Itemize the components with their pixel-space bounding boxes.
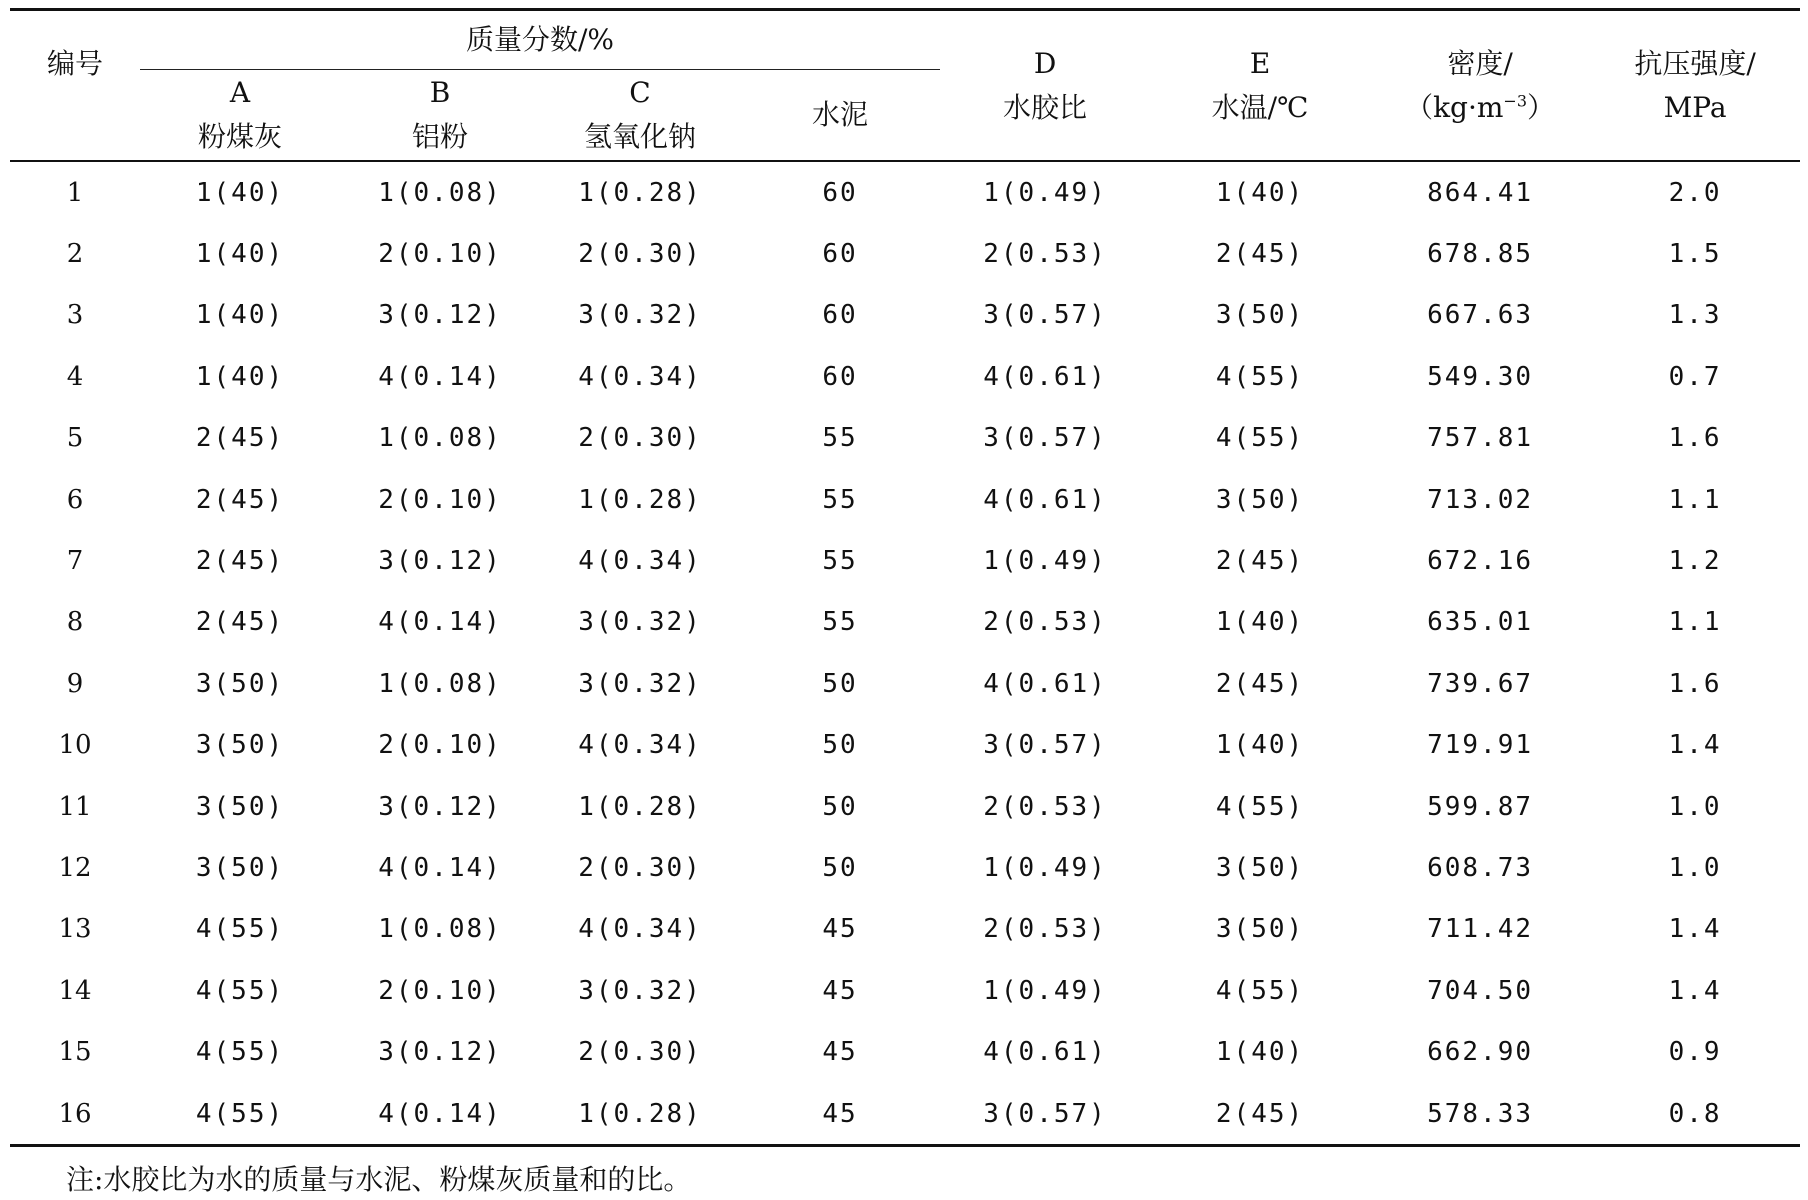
- cell-fly-ash: 2(45): [195, 423, 285, 454]
- header-id: [10, 10, 140, 162]
- cell-id: 7: [66, 546, 84, 577]
- header-density-line1: 密度/: [1447, 46, 1513, 80]
- cell-compressive-strength: 1.1: [1668, 484, 1722, 515]
- cell-density: 635.01: [1427, 607, 1533, 638]
- cell-water-binder-ratio: 3(0.57): [983, 730, 1107, 761]
- cell-water-binder-ratio: 3(0.57): [983, 1098, 1107, 1129]
- cell-water-temp: 4(55): [1215, 361, 1305, 392]
- cell-water-temp: 1(40): [1215, 730, 1305, 761]
- cell-fly-ash: 3(50): [195, 852, 285, 883]
- cell-sodium-hydroxide: 1(0.28): [578, 1098, 702, 1129]
- table-row: [10, 837, 1800, 898]
- header-e: [1150, 10, 1370, 162]
- cell-density: 678.85: [1427, 239, 1533, 270]
- cell-compressive-strength: 1.6: [1668, 668, 1722, 699]
- density-unit-exponent: −3: [1503, 91, 1527, 111]
- header-id-label: 编号: [46, 46, 103, 80]
- cell-fly-ash: 1(40): [195, 177, 285, 208]
- cell-water-temp: 4(55): [1215, 975, 1305, 1006]
- cell-id: 10: [58, 730, 92, 761]
- cell-compressive-strength: 0.8: [1668, 1098, 1722, 1129]
- cell-water-temp: 3(50): [1215, 484, 1305, 515]
- cell-id: 9: [66, 668, 84, 699]
- cell-aluminum-powder: 2(0.10): [378, 730, 502, 761]
- cell-cement: 45: [822, 975, 858, 1006]
- table-row: [10, 899, 1800, 960]
- cell-cement: 55: [822, 546, 858, 577]
- cell-compressive-strength: 0.9: [1668, 1037, 1722, 1068]
- cell-water-binder-ratio: 4(0.61): [983, 668, 1107, 699]
- cell-sodium-hydroxide: 1(0.28): [578, 177, 702, 208]
- header-d-name: 水胶比: [1003, 90, 1088, 124]
- cell-id: 11: [58, 791, 92, 822]
- cell-compressive-strength: 1.0: [1668, 791, 1722, 822]
- cell-aluminum-powder: 4(0.14): [378, 1098, 502, 1129]
- header-c-letter: C: [629, 76, 651, 109]
- cell-compressive-strength: 1.4: [1668, 975, 1722, 1006]
- cell-water-binder-ratio: 2(0.53): [983, 239, 1107, 270]
- cell-cement: 50: [822, 852, 858, 883]
- cell-density: 608.73: [1427, 852, 1533, 883]
- cell-cement: 55: [822, 607, 858, 638]
- cell-water-temp: 2(45): [1215, 668, 1305, 699]
- cell-cement: 60: [822, 177, 858, 208]
- cell-water-binder-ratio: 2(0.53): [983, 914, 1107, 945]
- cell-id: 14: [58, 975, 92, 1006]
- header-strength: [1590, 10, 1800, 162]
- cell-density: 667.63: [1427, 300, 1533, 331]
- cell-compressive-strength: 0.7: [1668, 361, 1722, 392]
- header-cement: 水泥: [812, 98, 869, 131]
- header-a-letter: A: [229, 76, 251, 109]
- cell-id: 2: [66, 239, 84, 270]
- cell-aluminum-powder: 2(0.10): [378, 975, 502, 1006]
- cell-water-temp: 4(55): [1215, 791, 1305, 822]
- cell-id: 3: [66, 300, 84, 331]
- header-mass-fraction: 质量分数/%: [140, 10, 940, 70]
- cell-cement: 60: [822, 239, 858, 270]
- cell-water-temp: 1(40): [1215, 1037, 1305, 1068]
- cell-cement: 60: [822, 361, 858, 392]
- table-row: [10, 960, 1800, 1021]
- cell-cement: 45: [822, 914, 858, 945]
- cell-water-temp: 2(45): [1215, 546, 1305, 577]
- cell-aluminum-powder: 3(0.12): [378, 1037, 502, 1068]
- cell-cement: 55: [822, 484, 858, 515]
- cell-sodium-hydroxide: 1(0.28): [578, 791, 702, 822]
- table-row: [10, 223, 1800, 284]
- cell-fly-ash: 2(45): [195, 607, 285, 638]
- cell-aluminum-powder: 3(0.12): [378, 546, 502, 577]
- cell-fly-ash: 4(55): [195, 1037, 285, 1068]
- cell-water-binder-ratio: 2(0.53): [983, 607, 1107, 638]
- cell-water-binder-ratio: 4(0.61): [983, 484, 1107, 515]
- cell-water-binder-ratio: 1(0.49): [983, 852, 1107, 883]
- cell-compressive-strength: 1.6: [1668, 423, 1722, 454]
- cell-id: 6: [66, 484, 84, 515]
- cell-aluminum-powder: 2(0.10): [378, 484, 502, 515]
- cell-fly-ash: 4(55): [195, 1098, 285, 1129]
- cell-fly-ash: 2(45): [195, 484, 285, 515]
- cell-aluminum-powder: 3(0.12): [378, 300, 502, 331]
- cell-id: 1: [66, 177, 84, 208]
- header-d: [940, 10, 1150, 162]
- header-a-name: 粉煤灰: [197, 120, 282, 153]
- header-strength-line1: 抗压强度/: [1634, 46, 1756, 80]
- cell-water-temp: 3(50): [1215, 914, 1305, 945]
- cell-compressive-strength: 2.0: [1668, 177, 1722, 208]
- cell-cement: 45: [822, 1037, 858, 1068]
- cell-id: 15: [58, 1037, 92, 1068]
- header-e-name: 水温/℃: [1211, 90, 1309, 124]
- cell-fly-ash: 4(55): [195, 975, 285, 1006]
- table-body: [10, 161, 1800, 1146]
- density-unit-prefix: （kg·m: [1405, 90, 1504, 124]
- cell-cement: 50: [822, 791, 858, 822]
- cell-compressive-strength: 1.1: [1668, 607, 1722, 638]
- cell-sodium-hydroxide: 3(0.32): [578, 975, 702, 1006]
- cell-aluminum-powder: 2(0.10): [378, 239, 502, 270]
- header-b-name: 铝粉: [411, 120, 468, 153]
- cell-water-temp: 3(50): [1215, 852, 1305, 883]
- cell-aluminum-powder: 4(0.14): [378, 361, 502, 392]
- cell-fly-ash: 1(40): [195, 300, 285, 331]
- cell-id: 13: [58, 914, 92, 945]
- header-a: [140, 70, 340, 162]
- cell-water-temp: 1(40): [1215, 607, 1305, 638]
- cell-density: 711.42: [1427, 914, 1533, 945]
- cell-water-temp: 2(45): [1215, 1098, 1305, 1129]
- header-e-letter: E: [1249, 46, 1271, 80]
- cell-water-temp: 4(55): [1215, 423, 1305, 454]
- cell-id: 5: [66, 423, 84, 454]
- cell-fly-ash: 1(40): [195, 361, 285, 392]
- cell-fly-ash: 3(50): [195, 730, 285, 761]
- cell-cement: 45: [822, 1098, 858, 1129]
- header-c-name: 氢氧化钠: [583, 120, 696, 153]
- cell-compressive-strength: 1.3: [1668, 300, 1722, 331]
- table-row: [10, 1021, 1800, 1082]
- cell-aluminum-powder: 1(0.08): [378, 177, 502, 208]
- cell-density: 757.81: [1427, 423, 1533, 454]
- table-footnote: 注:水胶比为水的质量与水泥、粉煤灰质量和的比。: [66, 1163, 692, 1196]
- cell-water-binder-ratio: 1(0.49): [983, 975, 1107, 1006]
- cell-id: 12: [58, 852, 92, 883]
- experiment-results-table: [10, 8, 1800, 1147]
- cell-aluminum-powder: 1(0.08): [378, 668, 502, 699]
- cell-sodium-hydroxide: 2(0.30): [578, 239, 702, 270]
- table-row: [10, 592, 1800, 653]
- header-b-letter: B: [429, 76, 451, 109]
- table-row: [10, 1083, 1800, 1146]
- header-density-line2: [1370, 86, 1590, 130]
- cell-aluminum-powder: 1(0.08): [378, 914, 502, 945]
- cell-sodium-hydroxide: 2(0.30): [578, 852, 702, 883]
- cell-density: 713.02: [1427, 484, 1533, 515]
- cell-fly-ash: 2(45): [195, 546, 285, 577]
- cell-sodium-hydroxide: 2(0.30): [578, 1037, 702, 1068]
- cell-sodium-hydroxide: 4(0.34): [578, 546, 702, 577]
- cell-water-binder-ratio: 4(0.61): [983, 1037, 1107, 1068]
- cell-water-temp: 1(40): [1215, 177, 1305, 208]
- cell-compressive-strength: 1.4: [1668, 730, 1722, 761]
- cell-cement: 60: [822, 300, 858, 331]
- table-row: [10, 161, 1800, 223]
- cell-fly-ash: 3(50): [195, 791, 285, 822]
- cell-cement: 50: [822, 668, 858, 699]
- cell-density: 599.87: [1427, 791, 1533, 822]
- cell-id: 16: [58, 1098, 92, 1129]
- data-table-container: [10, 8, 1800, 1147]
- cell-water-binder-ratio: 3(0.57): [983, 423, 1107, 454]
- cell-aluminum-powder: 4(0.14): [378, 852, 502, 883]
- cell-water-binder-ratio: 3(0.57): [983, 300, 1107, 331]
- cell-compressive-strength: 1.5: [1668, 239, 1722, 270]
- cell-cement: 50: [822, 730, 858, 761]
- cell-density: 719.91: [1427, 730, 1533, 761]
- density-unit-suffix: ）: [1527, 90, 1556, 124]
- cell-density: 672.16: [1427, 546, 1533, 577]
- cell-sodium-hydroxide: 3(0.32): [578, 607, 702, 638]
- header-density: [1370, 10, 1590, 162]
- header-b: [340, 70, 540, 162]
- cell-sodium-hydroxide: 3(0.32): [578, 300, 702, 331]
- table-row: [10, 653, 1800, 714]
- cell-water-binder-ratio: 4(0.61): [983, 361, 1107, 392]
- cell-density: 578.33: [1427, 1098, 1533, 1129]
- cell-water-binder-ratio: 1(0.49): [983, 177, 1107, 208]
- table-row: [10, 408, 1800, 469]
- cell-id: 4: [66, 361, 84, 392]
- cell-fly-ash: 3(50): [195, 668, 285, 699]
- cell-compressive-strength: 1.4: [1668, 914, 1722, 945]
- header-d-letter: D: [1033, 46, 1057, 80]
- cell-density: 739.67: [1427, 668, 1533, 699]
- cell-sodium-hydroxide: 4(0.34): [578, 361, 702, 392]
- cell-sodium-hydroxide: 1(0.28): [578, 484, 702, 515]
- cell-fly-ash: 4(55): [195, 914, 285, 945]
- table-row: [10, 530, 1800, 591]
- header-c: [540, 70, 740, 162]
- table-row: [10, 776, 1800, 837]
- cell-cement: 55: [822, 423, 858, 454]
- table-row: [10, 469, 1800, 530]
- cell-sodium-hydroxide: 3(0.32): [578, 668, 702, 699]
- table-row: [10, 285, 1800, 346]
- cell-water-binder-ratio: 2(0.53): [983, 791, 1107, 822]
- cell-sodium-hydroxide: 4(0.34): [578, 914, 702, 945]
- cell-density: 549.30: [1427, 361, 1533, 392]
- cell-aluminum-powder: 3(0.12): [378, 791, 502, 822]
- cell-aluminum-powder: 4(0.14): [378, 607, 502, 638]
- table-row: [10, 715, 1800, 776]
- cell-sodium-hydroxide: 4(0.34): [578, 730, 702, 761]
- cell-water-binder-ratio: 1(0.49): [983, 546, 1107, 577]
- table-row: [10, 346, 1800, 407]
- cell-density: 662.90: [1427, 1037, 1533, 1068]
- cell-fly-ash: 1(40): [195, 239, 285, 270]
- header-strength-line2: MPa: [1663, 90, 1727, 124]
- cell-density: 704.50: [1427, 975, 1533, 1006]
- cell-compressive-strength: 1.2: [1668, 546, 1722, 577]
- cell-aluminum-powder: 1(0.08): [378, 423, 502, 454]
- cell-density: 864.41: [1427, 177, 1533, 208]
- cell-sodium-hydroxide: 2(0.30): [578, 423, 702, 454]
- cell-water-temp: 2(45): [1215, 239, 1305, 270]
- cell-id: 8: [66, 607, 84, 638]
- cell-water-temp: 3(50): [1215, 300, 1305, 331]
- cell-compressive-strength: 1.0: [1668, 852, 1722, 883]
